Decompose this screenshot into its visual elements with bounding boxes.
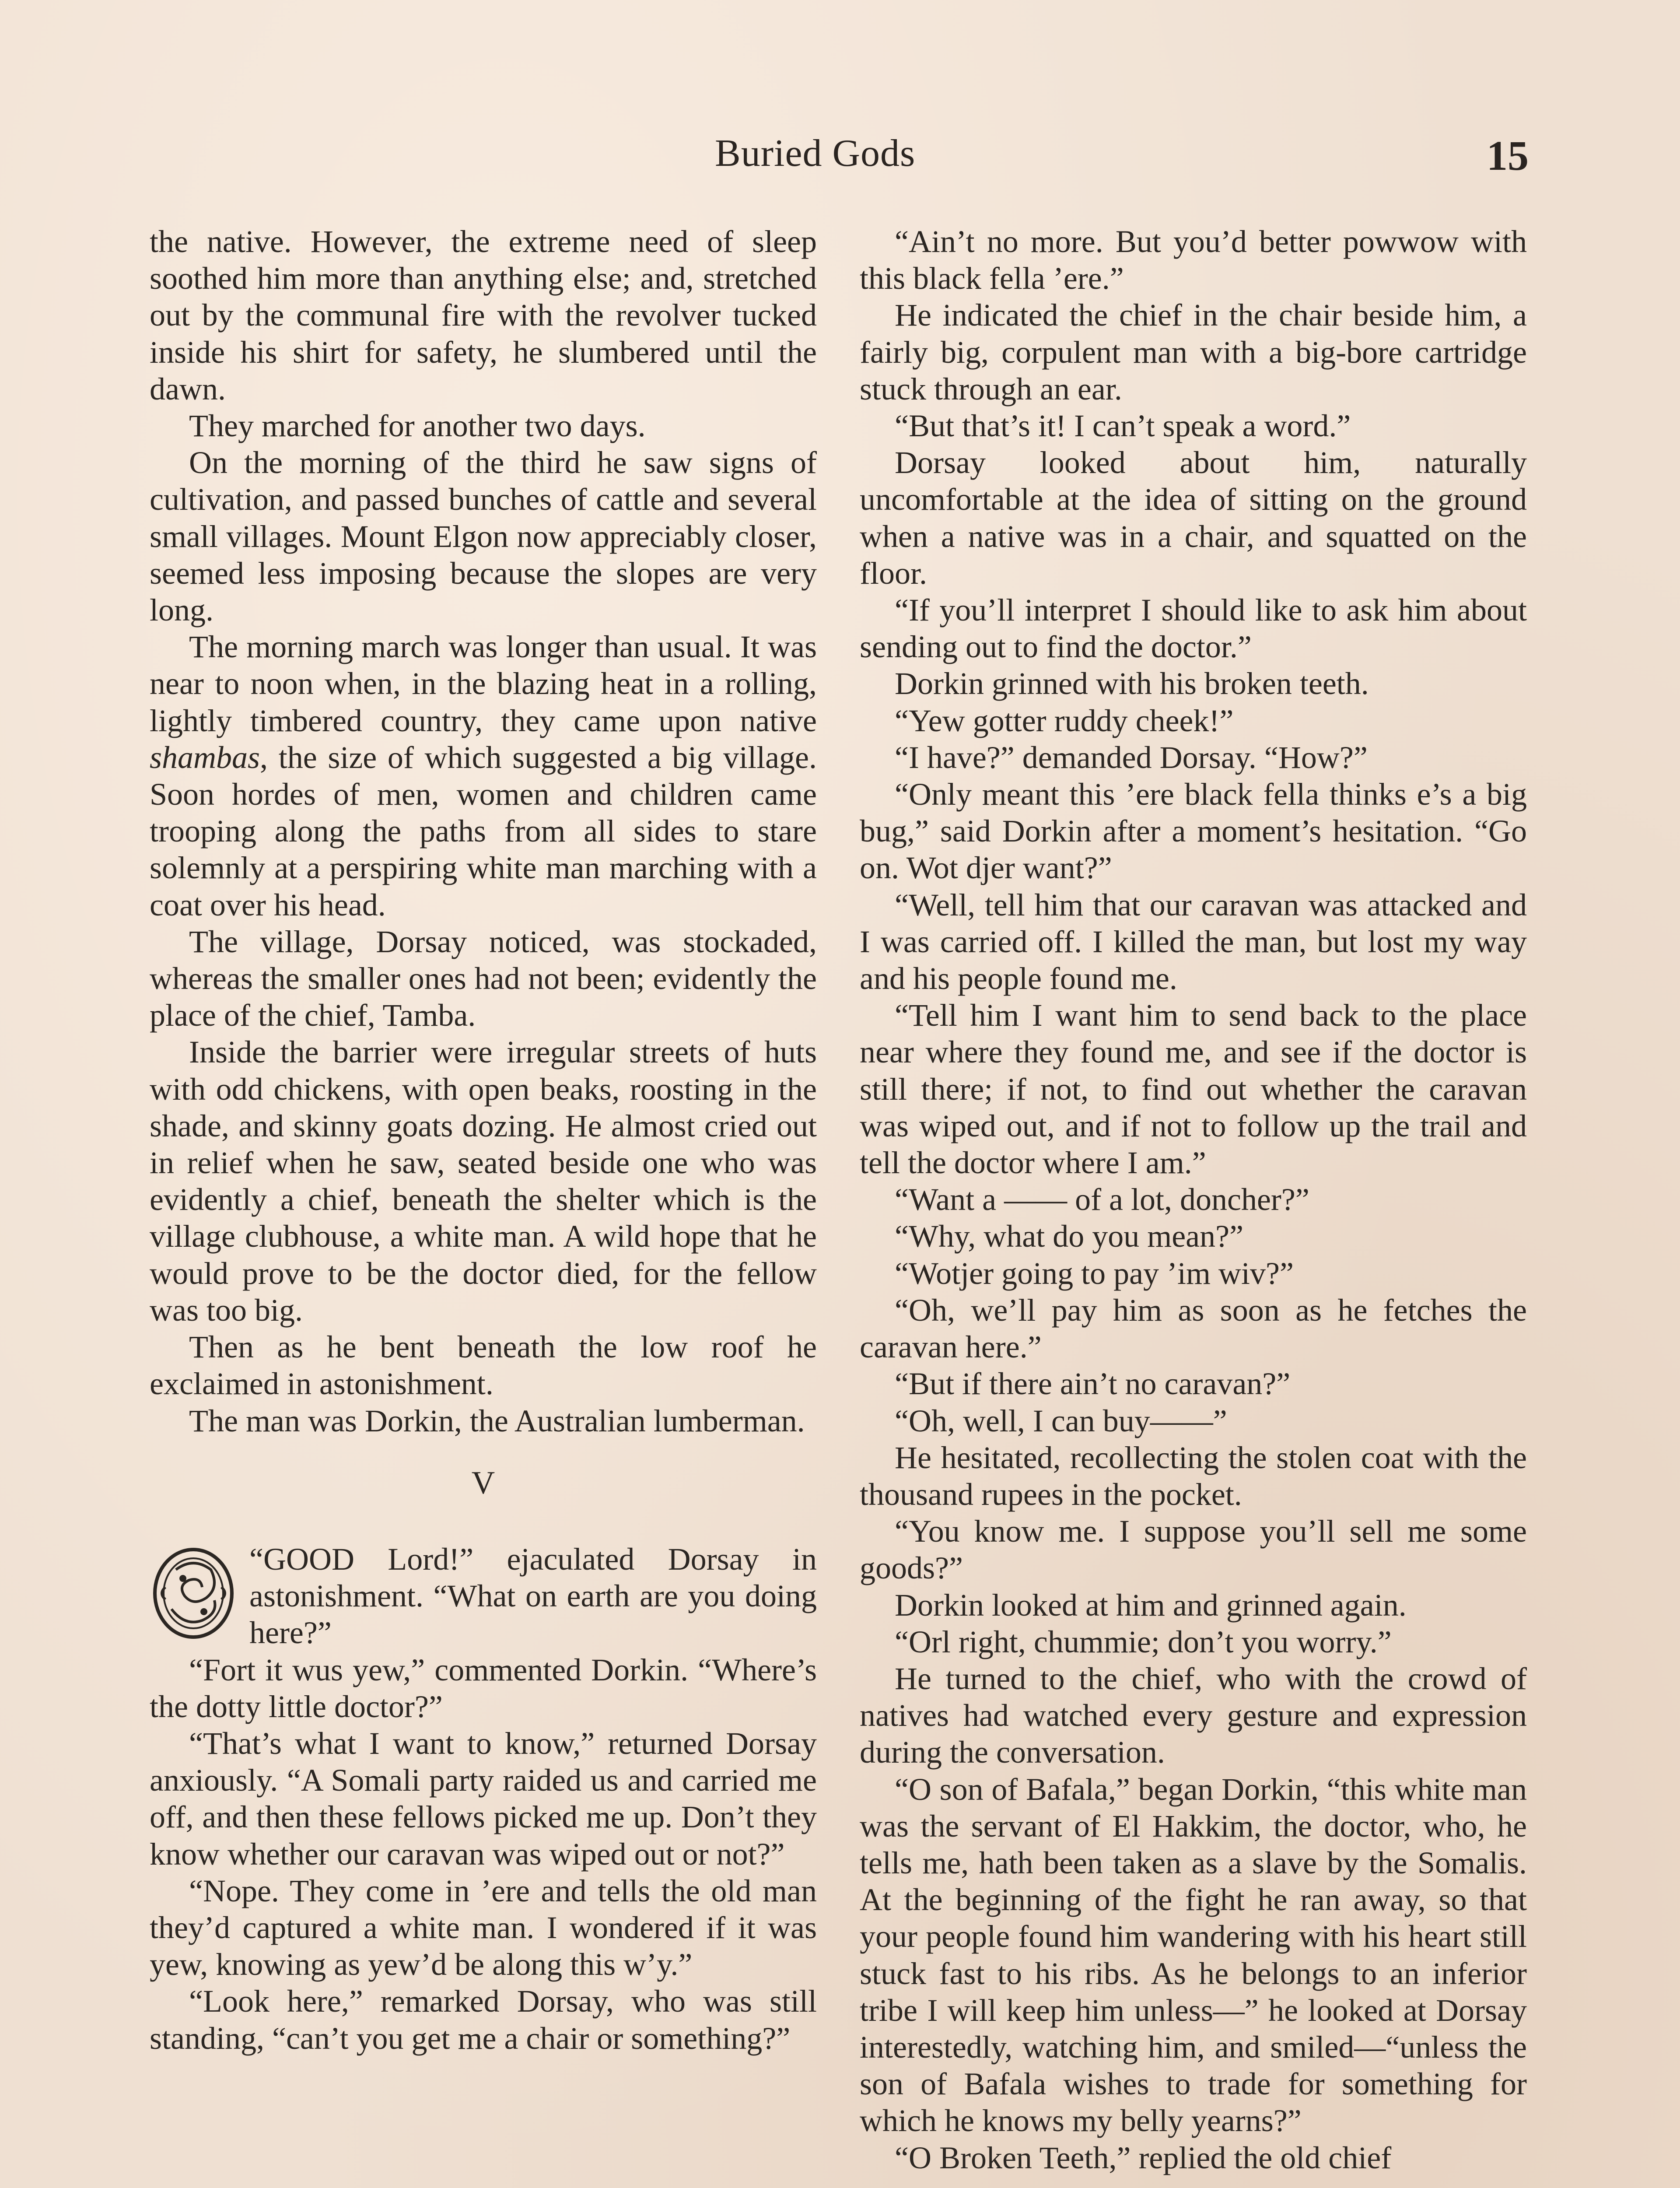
paragraph: They marched for another two days. bbox=[189, 408, 646, 444]
running-title: Buried Gods bbox=[715, 132, 916, 175]
paragraph: “Nope. They come in ’ere and tells the old man they’d captured a white man. I wondered if it was yew, knowing as yew’d be along this w’y.” bbox=[150, 1873, 817, 1982]
paragraph: Dorkin grinned with his broken teeth. bbox=[895, 666, 1369, 701]
paragraph: “But if there ain’t no caravan?” bbox=[895, 1366, 1291, 1402]
paragraph: He hesitated, recollecting the stolen coat with the thousand rupees in the pocket. bbox=[860, 1440, 1527, 1512]
paragraph: “Tell him I want him to send back to the place near where they found me, and see if the doctor is still there; if not, to find out whether the caravan was wiped out, and if not to follow up the trail and tell the doctor where I am.” bbox=[860, 998, 1527, 1181]
paragraph: “But that’s it! I can’t speak a word.” bbox=[895, 408, 1351, 444]
paragraph: “Only meant this ’ere black fella thinks e’s a big bug,” said Dorkin after a moment’s hesitation. “Go on. Wot djer want?” bbox=[860, 777, 1527, 886]
paragraph: He indicated the chief in the chair beside him, a fairly big, corpulent man with a big-bore cartridge stuck through an ear. bbox=[860, 298, 1527, 407]
paragraph: “That’s what I want to know,” returned Dorsay anxiously. “A Somali party raided us and carried me off, and then these fellows picked me up. Don’t they know whether our caravan was wiped out or not?” bbox=[150, 1725, 817, 1872]
paragraph: The village, Dorsay noticed, was stockaded, whereas the smaller ones had not been; evidently the place of the chief, Tamba. bbox=[150, 924, 817, 1033]
ornament-icon bbox=[150, 1543, 237, 1644]
paragraph: On the morning of the third he saw signs of cultivation, and passed bunches of cattle and several small villages. Mount Elgon now appreciably closer, seemed less imposing because the slopes are very long. bbox=[150, 445, 817, 628]
paragraph: Then as he bent beneath the low roof he exclaimed in astonishment. bbox=[150, 1329, 817, 1402]
paragraph-text: The morning march was longer than usual. It was near to noon when, in the blazing heat in a rolling, lightly timbered country, they came upon native bbox=[150, 629, 817, 738]
paragraph: He turned to the chief, who with the crowd of natives had watched every gesture and expression during the conversation. bbox=[860, 1661, 1527, 1770]
paragraph bbox=[150, 628, 817, 923]
paragraph: “Look here,” remarked Dorsay, who was still standing, “can’t you get me a chair or something?” bbox=[150, 1984, 817, 2056]
paragraph: Dorsay looked about him, naturally uncomfortable at the idea of sitting on the ground when a native was in a chair, and squatted on the floor. bbox=[860, 445, 1527, 591]
paragraph: The man was Dorkin, the Australian lumberman. bbox=[189, 1403, 805, 1438]
paragraph: Dorkin looked at him and grinned again. bbox=[895, 1587, 1407, 1623]
paragraph: “GOOD Lord!” ejaculated Dorsay in astonishment. “What on earth are you doing here?” bbox=[249, 1541, 817, 1651]
paragraph: “Wotjer going to pay ’im wiv?” bbox=[895, 1255, 1294, 1291]
italic-word: shambas bbox=[150, 740, 260, 775]
paragraph: “O son of Bafala,” began Dorkin, “this white man was the servant of El Hakkim, the doctor, who, he tells me, hath been taken as a slave by the Somalis. At the beginning of the fight he ran away, so that your people found him wandering with his heart still stuck fast to his ribs. As he belongs to an inferior tribe I will keep him unless—” he looked at Dorsay interestedly, watching him, and smiled—“unless the son of Bafala wishes to trade for something for which he knows my belly yearns?” bbox=[860, 1771, 1527, 2139]
paragraph: “Fort it wus yew,” commented Dorkin. “Where’s the dotty little doctor?” bbox=[150, 1652, 817, 1724]
paragraph: “Why, what do you mean?” bbox=[895, 1219, 1244, 1254]
paragraph: “If you’ll interpret I should like to ask him about sending out to find the doctor.” bbox=[860, 593, 1527, 665]
paragraph: “Orl right, chummie; don’t you worry.” bbox=[895, 1624, 1392, 1659]
chapter-opening bbox=[150, 1541, 817, 1652]
paragraph: “Oh, well, I can buy——” bbox=[895, 1403, 1227, 1438]
paragraph: “Ain’t no more. But you’d better powwow with this black fella ’ere.” bbox=[860, 224, 1527, 296]
section-number: V bbox=[471, 1465, 495, 1501]
paragraph: “Want a —— of a lot, doncher?” bbox=[895, 1182, 1309, 1217]
paragraph: “I have?” demanded Dorsay. “How?” bbox=[895, 740, 1368, 775]
paragraph-text: , the size of which suggested a big village. Soon hordes of men, women and children came trooping along the paths from all sides to stare solemnly at a perspiring white man marching with a coat over his head. bbox=[150, 740, 817, 922]
paragraph: the native. However, the extreme need of sleep soothed him more than anything else; and, stretched out by the communal fire with the revolver tucked inside his shirt for safety, he slumbered until the dawn. bbox=[150, 224, 817, 407]
paragraph: Inside the barrier were irregular streets of huts with odd chickens, with open beaks, roosting in the shade, and skinny goats dozing. He almost cried out in relief when he saw, seated beside one who was evidently a chief, beneath the shelter which is the village clubhouse, a white man. A wild hope that he would prove to be the doctor died, for the fellow was too big. bbox=[150, 1034, 817, 1328]
paragraph: “Well, tell him that our caravan was attacked and I was carried off. I killed the man, but lost my way and his people found me. bbox=[860, 887, 1527, 996]
right-column bbox=[860, 223, 1527, 2176]
paragraph: “O Broken Teeth,” replied the old chief bbox=[895, 2140, 1392, 2175]
left-column bbox=[150, 223, 817, 2057]
paragraph: “Oh, we’ll pay him as soon as he fetches the caravan here.” bbox=[860, 1292, 1527, 1365]
page-number: 15 bbox=[1487, 132, 1529, 179]
paragraph: “Yew gotter ruddy cheek!” bbox=[895, 703, 1234, 738]
paragraph: “You know me. I suppose you’ll sell me some goods?” bbox=[860, 1514, 1527, 1586]
